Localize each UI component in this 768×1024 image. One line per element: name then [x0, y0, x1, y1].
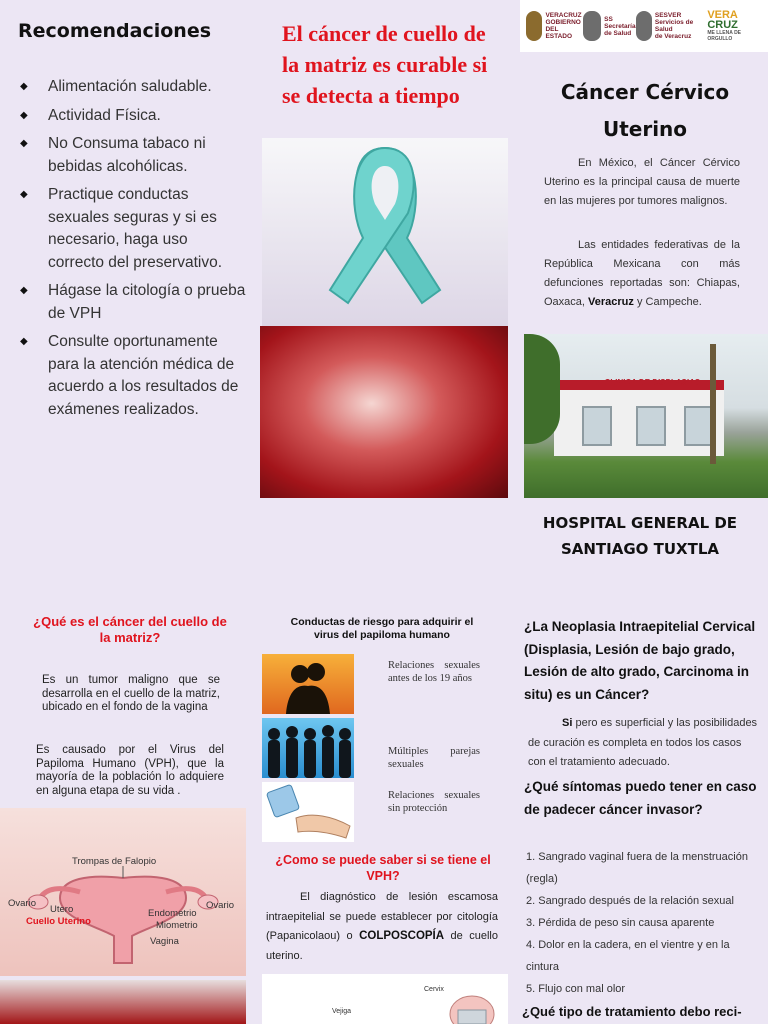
list-item: ◆ Alimentación saludable.	[18, 76, 246, 99]
uterus-anatomy-diagram	[0, 808, 246, 976]
tree-foliage	[524, 334, 560, 444]
hospital-sign: CLINICA DE DISPLASIAS	[604, 378, 700, 387]
risk-item-unprotected: Relaciones sexuales sin protección	[388, 790, 480, 814]
couple-silhouette-image	[262, 654, 354, 714]
risk-item-early: Relaciones sexuales antes de los 19 años	[388, 660, 480, 684]
states-paragraph: Las entidades federativas de la República Mexicana con más defunciones reportadas son: Chiapas, Oaxaca, Veracruz y Campeche.	[544, 239, 740, 308]
label-trompas: Trompas de Falopio	[72, 856, 157, 867]
recommendations-title: Recomendaciones	[18, 20, 212, 42]
list-item: ◆ Hágase la citología o prueba de VPH	[20, 282, 246, 322]
cervix-diagram	[262, 974, 508, 1024]
list-item: ◆ No Consuma tabaco ni bebidas alcohólicas.	[20, 135, 206, 175]
uterus-icon	[0, 808, 246, 976]
list-item: 3. Pérdida de peso sin causa aparente	[526, 917, 715, 929]
label-cervix: Cervix	[424, 986, 444, 993]
diamond-bullet-icon: ◆	[20, 138, 28, 149]
treatment-question: ¿Qué tipo de tratamiento debo reci-	[522, 1004, 742, 1019]
hospital-window	[582, 406, 612, 446]
list-item: 1. Sangrado vaginal fuera de la menstruación (regla)	[526, 851, 748, 885]
diamond-bullet-icon: ◆	[20, 81, 28, 92]
list-item: ◆ Practique conductas sexuales seguras y si es necesario, haga uso correcto del preservativo.	[20, 186, 223, 271]
label-miometrio: Miometrio	[156, 920, 198, 931]
national-seal-icon	[583, 11, 601, 41]
diamond-bullet-icon: ◆	[20, 109, 28, 121]
crowd-icon	[262, 718, 354, 778]
state-seal-icon	[526, 11, 542, 41]
list-item: 2. Sangrado después de la relación sexual	[526, 895, 734, 907]
label-cuello-uterino: Cuello Uterino	[26, 916, 91, 927]
symptoms-question: ¿Qué síntomas puedo tener en caso de padecer cáncer invasor?	[524, 779, 757, 817]
what-is-paragraph: Es un tumor maligno que se desarrolla en el cuello de la matriz, ubicado en el fondo de la vagina	[42, 674, 220, 713]
hospital-photo	[524, 334, 768, 498]
logos-bar	[520, 0, 768, 52]
cause-paragraph: Es causado por el Virus del Papiloma Humano (VPH), que la mayoría de la población lo adquiere en alguna etapa de su vida .	[36, 744, 224, 797]
condom-hand-image	[262, 782, 354, 842]
speculum-icon	[262, 974, 508, 1024]
logo-veracruz-orgullo: VERA CRUZ ME LLENA DE ORGULLO	[707, 9, 742, 42]
hospital-window	[636, 406, 666, 446]
logo-veracruz-gobierno: VERACRUZ GOBIERNO DEL ESTADO	[526, 11, 583, 41]
symptoms-list	[526, 846, 762, 1000]
hospital-name: HOSPITAL GENERAL DE SANTIAGO TUXTLA	[542, 514, 738, 558]
headline: El cáncer de cuello de la matriz es curable si se detecta a tiempo	[282, 21, 488, 108]
crowd-silhouette-image	[262, 718, 354, 778]
palm-tree-trunk	[710, 344, 716, 464]
what-is-question: ¿Qué es el cáncer del cuello de la matriz?	[33, 614, 227, 645]
couple-icon	[262, 654, 354, 714]
label-vagina: Vagina	[150, 936, 179, 947]
neoplasia-question: ¿La Neoplasia Intraepitelial Cervical (Displasia, Lesión de bajo grado, Lesión de alto grado, Carcinoma in situ) es un Cáncer?	[524, 619, 756, 702]
risk-item-partners: Múltiples parejas sexuales	[388, 746, 480, 770]
logo-ss: SS Secretaría de Salud	[583, 11, 635, 41]
teal-ribbon-icon	[262, 138, 508, 326]
cervical-tissue-photo	[260, 326, 508, 498]
list-item: ◆ Actividad Física.	[18, 105, 246, 128]
list-item: ◆ Consulte oportunamente para la atención médica de acuerdo a los resultados de exámenes realizados.	[20, 333, 239, 418]
intro-paragraph: En México, el Cáncer Cérvico Uterino es la principal causa de muerte en las mujeres por tumores malignos.	[544, 157, 740, 207]
recommendations-list	[18, 76, 246, 427]
logo-sesver: SESVER Servicios de Salud de Veracruz	[636, 11, 708, 41]
label-ovario-left: Ovario	[8, 898, 36, 909]
clinical-photo	[0, 980, 246, 1024]
vph-paragraph: El diagnóstico de lesión escamosa intraepitelial se puede establecer por citología (Papanicolaou) o COLPOSCOPÍA de cuello uterino.	[266, 891, 498, 962]
main-title: Cáncer Cérvico Uterino	[560, 80, 730, 141]
awareness-ribbon-image	[262, 138, 508, 326]
diamond-bullet-icon: ◆	[20, 285, 28, 296]
label-vejiga: Vejiga	[332, 1008, 352, 1015]
label-ovario-right: Ovario	[206, 900, 234, 911]
list-item: 5. Flujo con mal olor	[526, 983, 626, 995]
label-utero: Utero	[50, 904, 74, 915]
label-endometrio: Endometrio	[148, 908, 197, 919]
condom-icon	[262, 782, 354, 842]
diamond-bullet-icon: ◆	[20, 189, 28, 200]
risk-title: Conductas de riesgo para adquirir el virus del papiloma humano	[290, 616, 474, 641]
national-seal-icon	[636, 11, 652, 41]
diamond-bullet-icon: ◆	[20, 336, 28, 347]
vph-question: ¿Como se puede saber si se tiene el VPH?	[275, 853, 491, 883]
neoplasia-answer: Si pero es superficial y las posibilidades de curación es completa en todos los casos con el tratamiento adecuado.	[528, 717, 758, 768]
list-item: 4. Dolor en la cadera, en el vientre y en la cintura	[526, 939, 730, 973]
